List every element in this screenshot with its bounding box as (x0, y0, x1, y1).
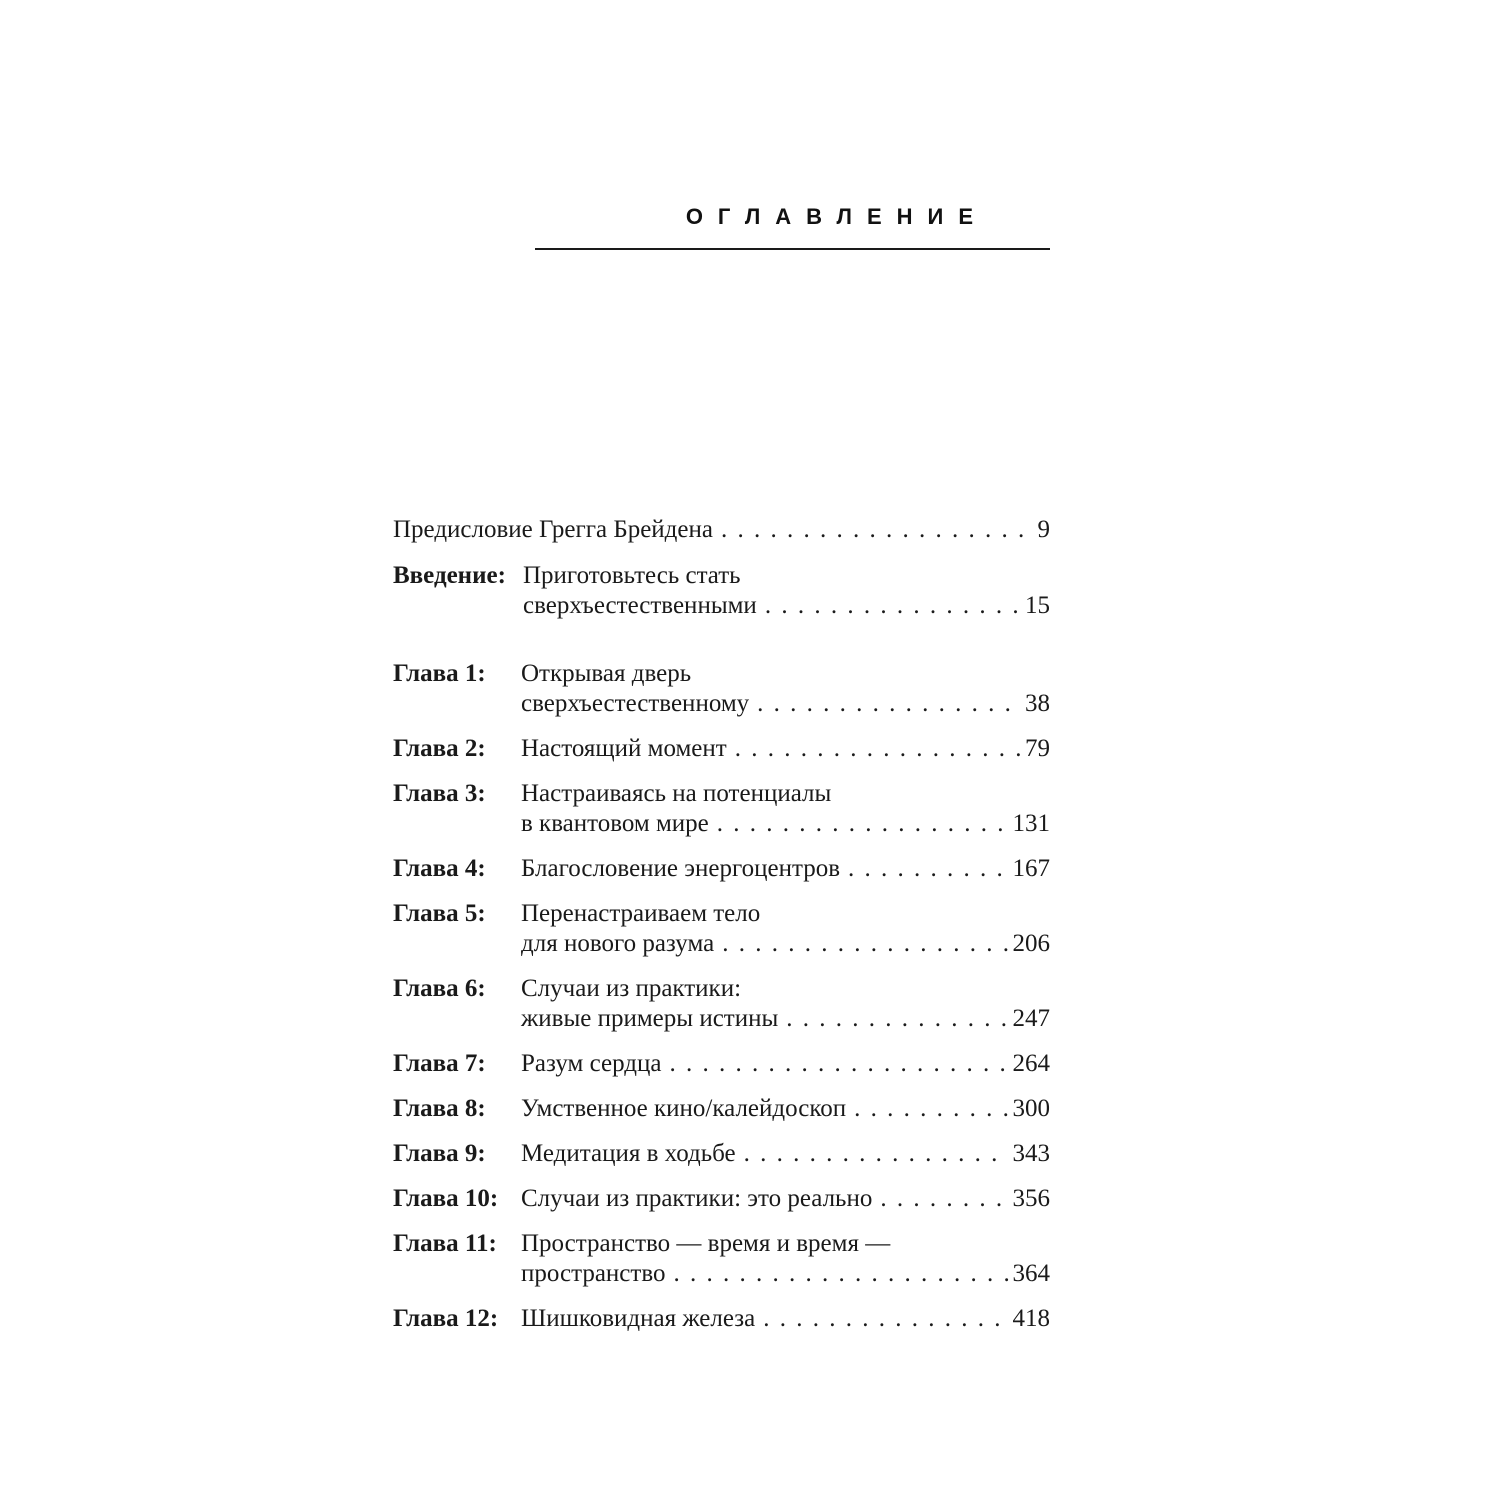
toc-page-number: 343 (1012, 1140, 1050, 1167)
toc-entry-title: в квантовом мире (521, 810, 709, 837)
toc-entry-title: Пространство — время и время — (521, 1230, 891, 1257)
dot-leader (744, 1139, 1009, 1169)
toc-page-number: 356 (1012, 1185, 1050, 1212)
toc-entry-label: Глава 9: (393, 1140, 486, 1167)
toc-page-number: 300 (1012, 1095, 1050, 1122)
dot-leader (735, 734, 1021, 764)
dot-leader (765, 591, 1021, 621)
table-of-contents (393, 515, 1050, 1349)
toc-entry-title: для нового разума (521, 930, 715, 957)
chapter-list (393, 659, 1050, 1334)
toc-page-number: 131 (1012, 810, 1050, 837)
toc-page-number: 38 (1025, 690, 1050, 717)
dot-leader (786, 1004, 1008, 1034)
toc-entry-label: Глава 11: (393, 1230, 497, 1257)
dot-leader (721, 515, 1034, 545)
dot-leader (669, 1049, 1008, 1079)
toc-entry-chapter-11[interactable] (393, 1229, 1050, 1289)
dot-leader (757, 689, 1021, 719)
toc-line (393, 1259, 1050, 1289)
toc-entry-label: Глава 12: (393, 1305, 499, 1332)
toc-line (393, 854, 1050, 884)
toc-heading-block (535, 200, 1050, 250)
toc-entry-chapter-3[interactable] (393, 779, 1050, 839)
dot-leader (717, 809, 1009, 839)
toc-entry-title: Случаи из практики: (521, 975, 742, 1002)
toc-entry-chapter-1[interactable] (393, 659, 1050, 719)
dot-leader (880, 1184, 1008, 1214)
toc-entry-chapter-9[interactable] (393, 1139, 1050, 1169)
toc-page-number: 9 (1037, 516, 1050, 543)
toc-line (393, 809, 1050, 839)
toc-entry-chapter-2[interactable] (393, 734, 1050, 764)
toc-entry-title: Благословение энергоцентров (521, 855, 841, 882)
toc-line (393, 591, 1050, 621)
dot-leader (848, 854, 1008, 884)
toc-entry-title: Предисловие Грегга Брейдена (393, 516, 713, 543)
toc-page-number: 206 (1012, 930, 1050, 957)
toc-page-number: 79 (1025, 735, 1050, 762)
toc-entry-chapter-5[interactable] (393, 899, 1050, 959)
toc-page-number: 15 (1025, 592, 1050, 619)
toc-line (393, 689, 1050, 719)
toc-entry-title: живые примеры истины (521, 1005, 779, 1032)
toc-entry-title: Умственное кино/калейдоскоп (521, 1095, 847, 1122)
toc-entry-title: пространство (521, 1260, 666, 1287)
toc-line (393, 1049, 1050, 1079)
toc-page-number: 247 (1012, 1005, 1050, 1032)
toc-entry-title: Случаи из практики: это реально (521, 1185, 873, 1212)
toc-entry-label: Глава 5: (393, 900, 486, 927)
toc-entry-foreword[interactable] (393, 515, 1050, 545)
toc-page-number: 418 (1012, 1305, 1050, 1332)
toc-entry-title: Медитация в ходьбе (521, 1140, 736, 1167)
toc-page-number: 264 (1012, 1050, 1050, 1077)
toc-entry-chapter-12[interactable] (393, 1304, 1050, 1334)
toc-entry-title: Шишковидная железа (521, 1305, 756, 1332)
toc-entry-title: Настоящий момент (521, 735, 727, 762)
dot-leader (673, 1259, 1008, 1289)
toc-entry-title: Перенастраиваем тело (521, 900, 761, 927)
toc-entry-label: Глава 6: (393, 975, 486, 1002)
toc-entry-title: Настраиваясь на потенциалы (521, 780, 832, 807)
toc-entry-title: сверхъестественными (523, 592, 757, 619)
toc-heading: ОГЛАВЛЕНИЕ (685, 204, 988, 229)
toc-line (393, 899, 1050, 929)
toc-entry-title: сверхъестественному (521, 690, 750, 717)
dot-leader (854, 1094, 1008, 1124)
toc-entry-intro[interactable] (393, 561, 1050, 621)
toc-line (393, 1004, 1050, 1034)
toc-entry-title: Приготовьтесь стать (523, 562, 741, 589)
toc-entry-title: Разум сердца (521, 1050, 662, 1077)
dot-leader (763, 1304, 1008, 1334)
toc-entry-chapter-8[interactable] (393, 1094, 1050, 1124)
toc-entry-chapter-6[interactable] (393, 974, 1050, 1034)
toc-line (393, 929, 1050, 959)
toc-line (393, 734, 1050, 764)
toc-entry-label: Глава 8: (393, 1095, 486, 1122)
toc-entry-label: Глава 10: (393, 1185, 499, 1212)
toc-entry-label: Глава 3: (393, 780, 486, 807)
toc-entry-chapter-10[interactable] (393, 1184, 1050, 1214)
toc-page-number: 364 (1012, 1260, 1050, 1287)
toc-line (393, 1139, 1050, 1169)
toc-entry-label: Введение: (393, 562, 506, 589)
toc-line (393, 515, 1050, 545)
toc-line (393, 659, 1050, 689)
toc-entry-label: Глава 2: (393, 735, 486, 762)
toc-entry-chapter-4[interactable] (393, 854, 1050, 884)
toc-entry-label: Глава 4: (393, 855, 486, 882)
toc-page-number: 167 (1012, 855, 1050, 882)
toc-line (393, 1094, 1050, 1124)
dot-leader (722, 929, 1008, 959)
toc-line (393, 974, 1050, 1004)
toc-entry-label: Глава 7: (393, 1050, 486, 1077)
toc-entry-label: Глава 1: (393, 660, 486, 687)
toc-entry-title: Открывая дверь (521, 660, 692, 687)
toc-line (393, 779, 1050, 809)
toc-entry-chapter-7[interactable] (393, 1049, 1050, 1079)
